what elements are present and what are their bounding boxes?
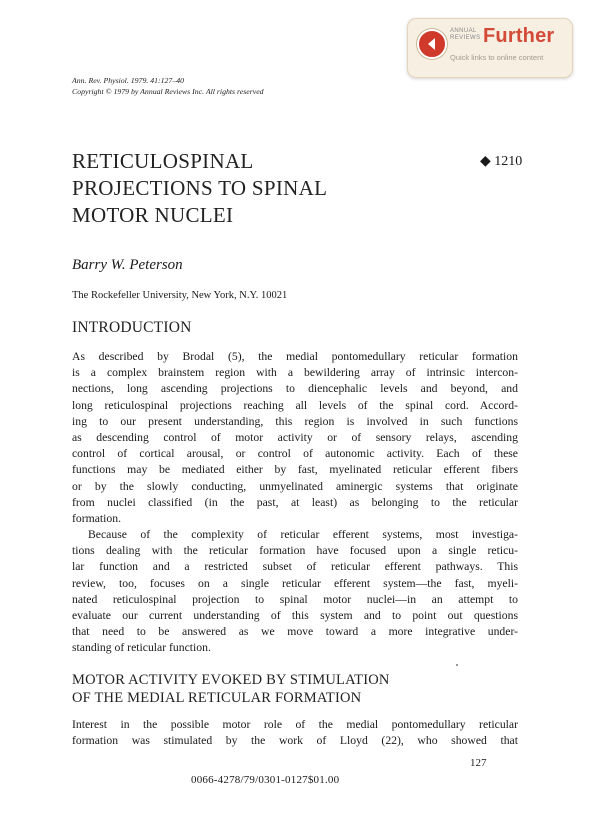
section-heading-motor-activity bbox=[72, 671, 390, 707]
intro-paragraph-1 bbox=[72, 349, 518, 527]
reference-number: ◆ 1210 bbox=[480, 154, 523, 169]
further-badge[interactable] bbox=[407, 18, 573, 78]
intro-paragraph-2 bbox=[72, 527, 518, 657]
text-line: tions dealing with the reticular formation have focused upon a single reticu- bbox=[72, 544, 518, 558]
text-line: review, too, focuses on a single reticular efferent system—the fast, myeli- bbox=[72, 576, 518, 590]
text-line: functions may be mediated either by fast, myelinated reticular efferent fibers bbox=[72, 463, 518, 477]
text-line: standing of reticular function. bbox=[72, 641, 211, 655]
badge-tagline: Quick links to online content bbox=[450, 53, 544, 62]
heading-line: OF THE MEDIAL RETICULAR FORMATION bbox=[72, 690, 362, 706]
copyright-line: Copyright © 1979 by Annual Reviews Inc. All rights reserved bbox=[72, 87, 264, 96]
journal-citation: Ann. Rev. Physiol. 1979. 41:127–40 bbox=[72, 76, 185, 85]
article-title bbox=[72, 148, 327, 229]
text-line: that need to be answered as we move toward a more integrative under- bbox=[72, 625, 518, 639]
text-line: control of cortical arousal, or control of autonomic activity. Each of these bbox=[72, 447, 518, 461]
author-affiliation: The Rockefeller University, New York, N.Y. 10021 bbox=[72, 290, 288, 301]
text-line: As described by Brodal (5), the medial pontomedullary reticular formation bbox=[72, 350, 518, 363]
badge-reviews-label: REVIEWS bbox=[450, 35, 481, 41]
text-line: formation. bbox=[72, 511, 122, 525]
text-line: or by the slowly conducting, unmyelinated aminergic systems that originate bbox=[72, 479, 518, 493]
play-arrow-icon bbox=[417, 29, 447, 59]
text-line: evaluate our current understanding of this system and to point out questions bbox=[72, 608, 518, 622]
text-line: is a complex brainstem region with a bewildering array of intrinsic intercon- bbox=[72, 366, 518, 380]
section-heading-introduction: INTRODUCTION bbox=[72, 319, 192, 336]
text-line: from nuclei classified (in the past, at least) as belonging to the reticular bbox=[72, 495, 518, 509]
scan-speck bbox=[456, 664, 458, 666]
title-line: MOTOR NUCLEI bbox=[72, 203, 234, 227]
page-number: 127 bbox=[470, 757, 487, 769]
author-name: Barry W. Peterson bbox=[72, 257, 183, 273]
title-line: RETICULOSPINAL bbox=[72, 149, 254, 173]
text-line: nections, long ascending projections to diencephalic levels and beyond, and bbox=[72, 382, 518, 396]
article-code: 0066-4278/79/0301-0127$01.00 bbox=[191, 774, 340, 786]
text-line: lar function and a restricted subset of reticular efferent pathways. This bbox=[72, 560, 518, 574]
text-line: ing to our present understanding, this region is involved in such functions bbox=[72, 414, 518, 428]
text-line: long reticulospinal projections reaching all levels of the spinal cord. Accord- bbox=[72, 398, 518, 412]
text-line: formation was stimulated by the work of Lloyd (22), who showed that bbox=[72, 734, 518, 748]
title-line: PROJECTIONS TO SPINAL bbox=[72, 176, 328, 200]
text-line: Because of the complexity of reticular efferent systems, most investiga- bbox=[88, 528, 518, 541]
badge-brand: Further bbox=[483, 25, 555, 47]
text-line: Interest in the possible motor role of the medial pontomedullary reticular bbox=[72, 718, 518, 731]
badge-annual-label: ANNUAL bbox=[450, 28, 477, 34]
text-line: nated reticulospinal projection to spinal motor nuclei—in an attempt to bbox=[72, 592, 518, 606]
heading-line: MOTOR ACTIVITY EVOKED BY STIMULATION bbox=[72, 672, 390, 688]
motor-paragraph-1 bbox=[72, 717, 518, 749]
text-line: as descending control of motor activity or of sensory relays, ascending bbox=[72, 430, 518, 444]
